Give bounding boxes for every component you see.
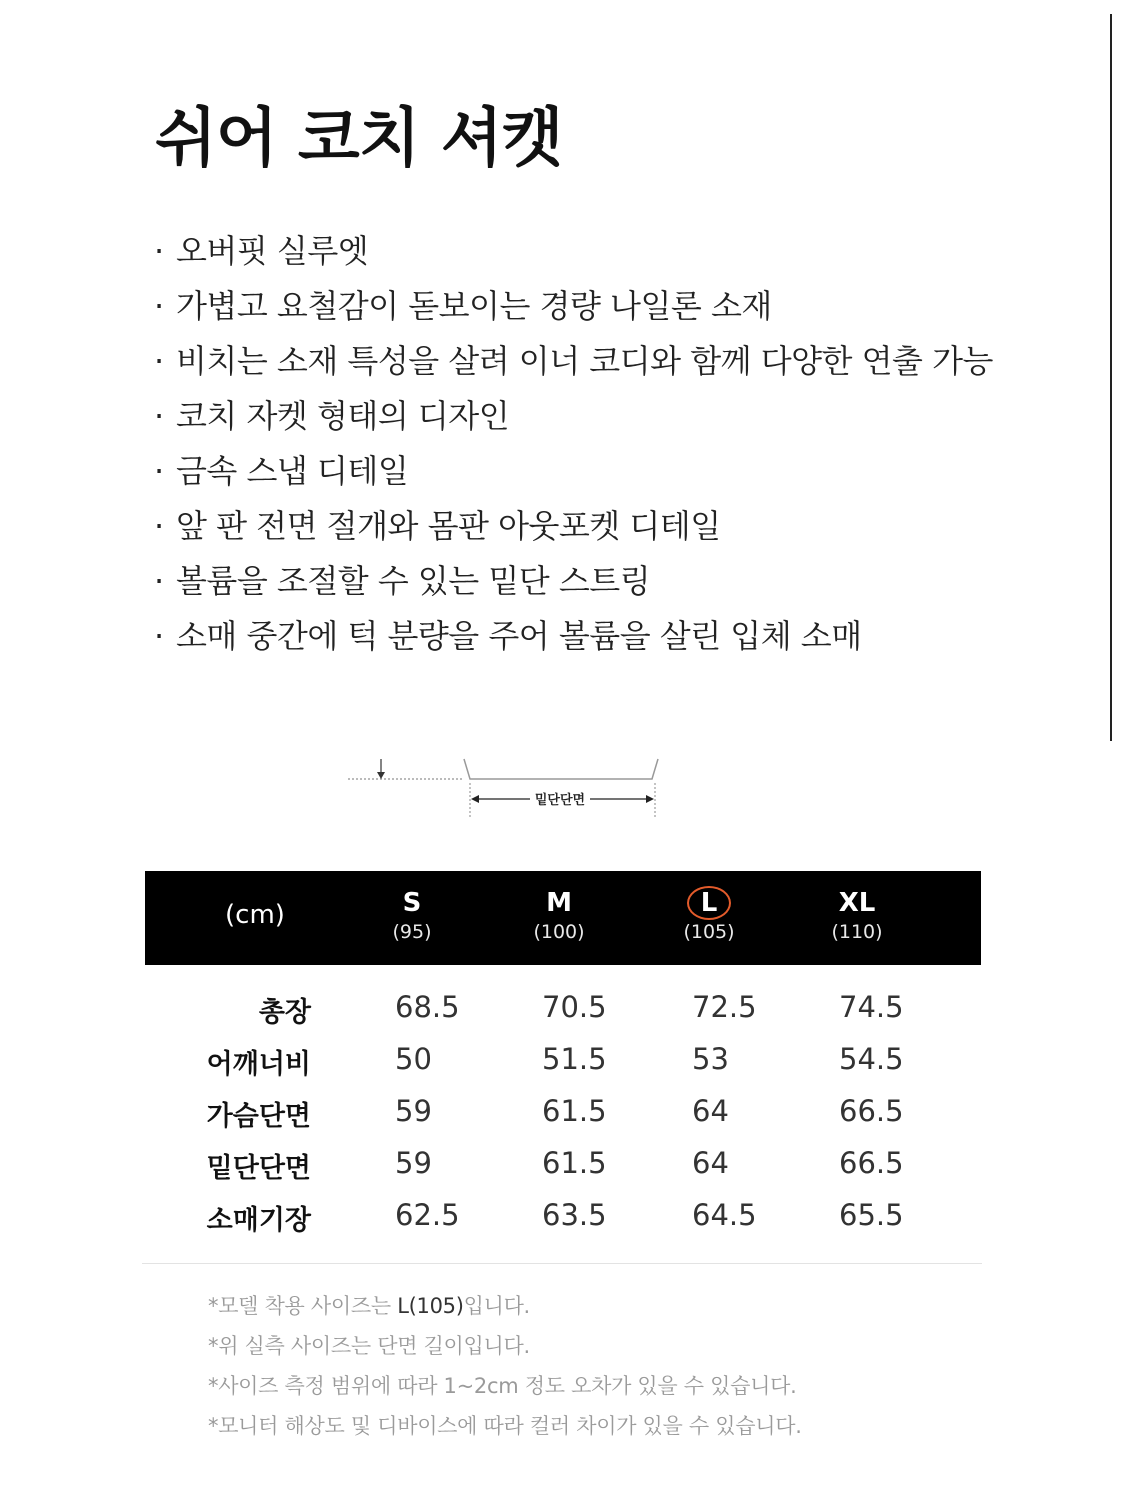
feature-item xyxy=(150,334,993,389)
size-table-body xyxy=(145,984,981,1244)
size-header-l xyxy=(672,871,746,965)
product-title: 쉬어 코치 셔캣 xyxy=(155,102,563,176)
row-label: 밑단단면 xyxy=(206,1153,311,1184)
feature-text: 소매 중간에 턱 분량을 주어 볼륨을 살린 입체 소매 xyxy=(176,617,862,655)
cell-value: 70.5 xyxy=(542,990,607,1024)
cell-value: 72.5 xyxy=(692,990,757,1024)
feature-item xyxy=(150,444,993,499)
bullet: · xyxy=(154,397,164,435)
size-table-header xyxy=(145,871,981,965)
right-edge-rule xyxy=(1110,14,1112,741)
model-size: L(105) xyxy=(397,1294,464,1318)
feature-text: 비치는 소재 특성을 살려 이너 코디와 함께 다양한 연출 가능 xyxy=(176,342,993,380)
feature-item xyxy=(150,609,993,664)
row-label: 가슴단면 xyxy=(206,1101,311,1132)
highlight-circle xyxy=(687,886,731,920)
cell-value: 61.5 xyxy=(542,1146,607,1180)
feature-text: 앞 판 전면 절개와 몸판 아웃포켓 디테일 xyxy=(176,507,721,545)
notes-list xyxy=(208,1288,802,1448)
note-item: *사이즈 측정 범위에 따라 1~2cm 정도 오차가 있을 수 있습니다. xyxy=(208,1374,797,1398)
note-text: 입니다. xyxy=(463,1294,530,1318)
size-number: (110) xyxy=(831,921,883,943)
size-header-s xyxy=(375,871,449,965)
cell-value: 64 xyxy=(692,1146,729,1180)
notes-divider xyxy=(142,1263,982,1264)
cell-value: 59 xyxy=(395,1146,432,1180)
bullet: · xyxy=(154,342,164,380)
note-item: *위 실측 사이즈는 단면 길이입니다. xyxy=(208,1334,530,1358)
cell-value: 66.5 xyxy=(839,1094,904,1128)
diagram-label: 밑단단면 xyxy=(534,793,586,808)
size-label: XL xyxy=(838,888,876,918)
feature-text: 코치 자켓 형태의 디자인 xyxy=(176,397,510,435)
size-label: M xyxy=(546,888,572,918)
cell-value: 53 xyxy=(692,1042,729,1076)
cell-value: 59 xyxy=(395,1094,432,1128)
size-number: (95) xyxy=(392,921,432,943)
bullet: · xyxy=(154,507,164,545)
feature-item xyxy=(150,499,993,554)
table-row xyxy=(145,1088,981,1140)
cell-value: 74.5 xyxy=(839,990,904,1024)
bullet: · xyxy=(154,562,164,600)
bullet: · xyxy=(154,452,164,490)
cell-value: 64 xyxy=(692,1094,729,1128)
feature-item xyxy=(150,224,993,279)
row-label: 어깨너비 xyxy=(206,1049,311,1080)
table-row xyxy=(145,1036,981,1088)
cell-value: 54.5 xyxy=(839,1042,904,1076)
size-label: S xyxy=(402,888,422,918)
size-header-m xyxy=(522,871,596,965)
size-number: (100) xyxy=(533,921,585,943)
feature-item xyxy=(150,389,993,444)
feature-text: 오버핏 실루엣 xyxy=(176,232,369,270)
table-row xyxy=(145,1140,981,1192)
row-label: 총장 xyxy=(258,997,311,1028)
note-item: *모니터 해상도 및 디바이스에 따라 컬러 차이가 있을 수 있습니다. xyxy=(208,1414,802,1438)
feature-item xyxy=(150,279,993,334)
note-text: *모델 착용 사이즈는 xyxy=(208,1294,398,1318)
note-item xyxy=(208,1288,802,1328)
size-header-xl xyxy=(820,871,894,965)
cell-value: 68.5 xyxy=(395,990,460,1024)
unit-label: (cm) xyxy=(225,900,285,930)
hem-measurement-diagram xyxy=(340,755,680,825)
table-row xyxy=(145,984,981,1036)
cell-value: 50 xyxy=(395,1042,432,1076)
feature-item xyxy=(150,554,993,609)
feature-list xyxy=(150,224,993,664)
cell-value: 65.5 xyxy=(839,1198,904,1232)
bullet: · xyxy=(154,617,164,655)
row-label: 소매기장 xyxy=(206,1205,311,1236)
cell-value: 64.5 xyxy=(692,1198,757,1232)
table-row xyxy=(145,1192,981,1244)
feature-text: 가볍고 요철감이 돋보이는 경량 나일론 소재 xyxy=(176,287,772,325)
feature-text: 금속 스냅 디테일 xyxy=(176,452,409,490)
feature-text: 볼륨을 조절할 수 있는 밑단 스트링 xyxy=(176,562,651,600)
cell-value: 61.5 xyxy=(542,1094,607,1128)
size-label: L xyxy=(700,888,718,918)
bullet: · xyxy=(154,232,164,270)
size-number: (105) xyxy=(683,921,735,943)
cell-value: 62.5 xyxy=(395,1198,460,1232)
cell-value: 66.5 xyxy=(839,1146,904,1180)
cell-value: 63.5 xyxy=(542,1198,607,1232)
cell-value: 51.5 xyxy=(542,1042,607,1076)
bullet: · xyxy=(154,287,164,325)
